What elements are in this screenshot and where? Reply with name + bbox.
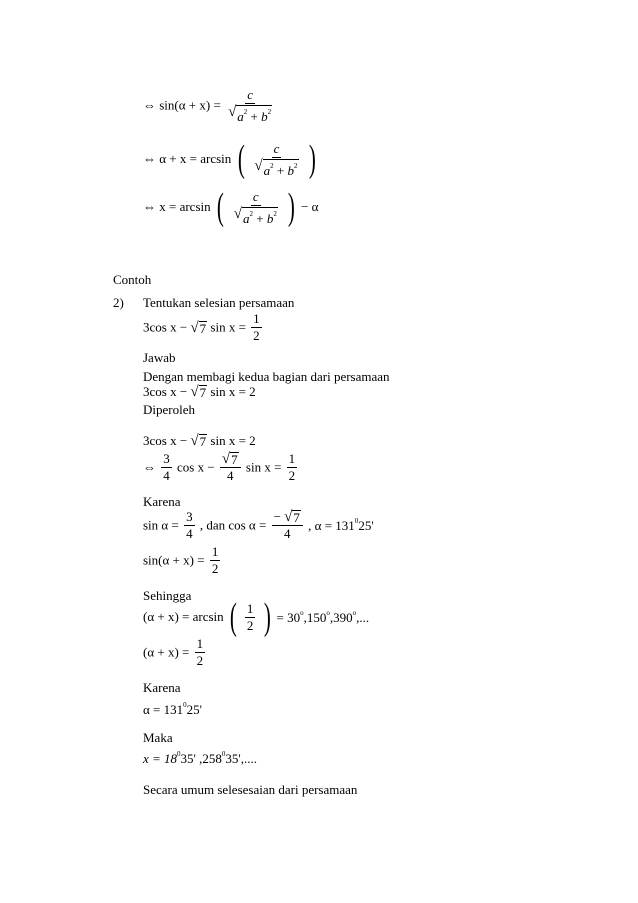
equation-6: sin(α + x) = $\frac{1}{2}$ [143, 544, 219, 576]
jawab-label: Jawab [143, 350, 176, 365]
right-paren: ) [308, 138, 316, 180]
equation-1: 3cos x − √ 7 sin x = $\frac{1}{2}$ [143, 311, 260, 343]
equation-step-3 [143, 188, 318, 226]
step-3-tail: − α [301, 199, 319, 214]
left-paren: ( [229, 596, 237, 638]
sqrt-sign: √ [254, 157, 263, 174]
equation-5: sin α = $\frac{3}{4}$ , dan cos α = − √ 7 4 , $\alpha = 131^025'$ [143, 509, 374, 541]
equation-2: 3cos x − √ 7 sin x = 2 [143, 384, 256, 400]
right-paren: ) [263, 596, 271, 638]
karena-label-1: Karena [143, 494, 181, 509]
sqrt-sign: √ [190, 319, 199, 336]
equation-9: $\alpha = 131^025'$ [143, 701, 202, 717]
equation-7: (α + x) = arcsin ( $\frac{1}{2}$ ) = $30^o,150^o,390^o$,... [143, 596, 370, 638]
sqrt-sign: √ [228, 104, 237, 120]
maka-label: Maka [143, 730, 173, 745]
sqrt-sign: √ [233, 205, 243, 222]
sehingga-label: Sehingga [143, 588, 192, 603]
step-1-fraction [226, 88, 274, 123]
example-heading: Contoh [113, 272, 152, 287]
equation-3: 3cos x − √ 7 sin x = 2 [143, 433, 256, 449]
diperoleh-label: Diperoleh [143, 402, 195, 417]
sqrt-sign: √ [190, 433, 199, 449]
equation-step-1 [143, 88, 276, 123]
step-2-lhs: ⇔ α + x = arcsin [143, 151, 232, 166]
method-text: Dengan membagi kedua bagian dari persamaan [143, 369, 390, 384]
sqrt-sign: √ [221, 451, 231, 467]
example-number: 2) [113, 295, 124, 310]
step-1-lhs: ⇔ sin(α + x) = [143, 97, 221, 113]
step-1-denominator: √ $a^2 + b^2$ [228, 104, 272, 124]
example-task: Tentukan selesian persamaan [143, 295, 295, 310]
equation-10: $x = 18^035'$ ,258$^0$35',.... [143, 750, 257, 766]
step-2-fraction: c √ $a^2 + b^2$ [254, 140, 298, 178]
karena-label-2: Karena [143, 680, 181, 695]
sqrt-sign: √ [190, 384, 199, 400]
left-paren: ( [216, 186, 224, 228]
equation-step-2 [143, 140, 318, 178]
closing-text: Secara umum selesesaian dari persamaan [143, 782, 358, 797]
step-3-fraction: c √ $a^2 + b^2$ [233, 188, 277, 226]
step-1-numerator: c [247, 87, 253, 102]
step-3-lhs: ⇔ x = arcsin [143, 199, 211, 214]
equation-8: (α + x) = $\frac{1}{2}$ [143, 636, 204, 668]
sqrt-sign: √ [284, 509, 293, 525]
left-paren: ( [237, 138, 245, 180]
right-paren: ) [287, 186, 295, 228]
equation-4: ⇔ $\frac{3}{4}$ cos x − √ 7 4 sin x = $\frac{1}{2}$ [143, 451, 296, 483]
